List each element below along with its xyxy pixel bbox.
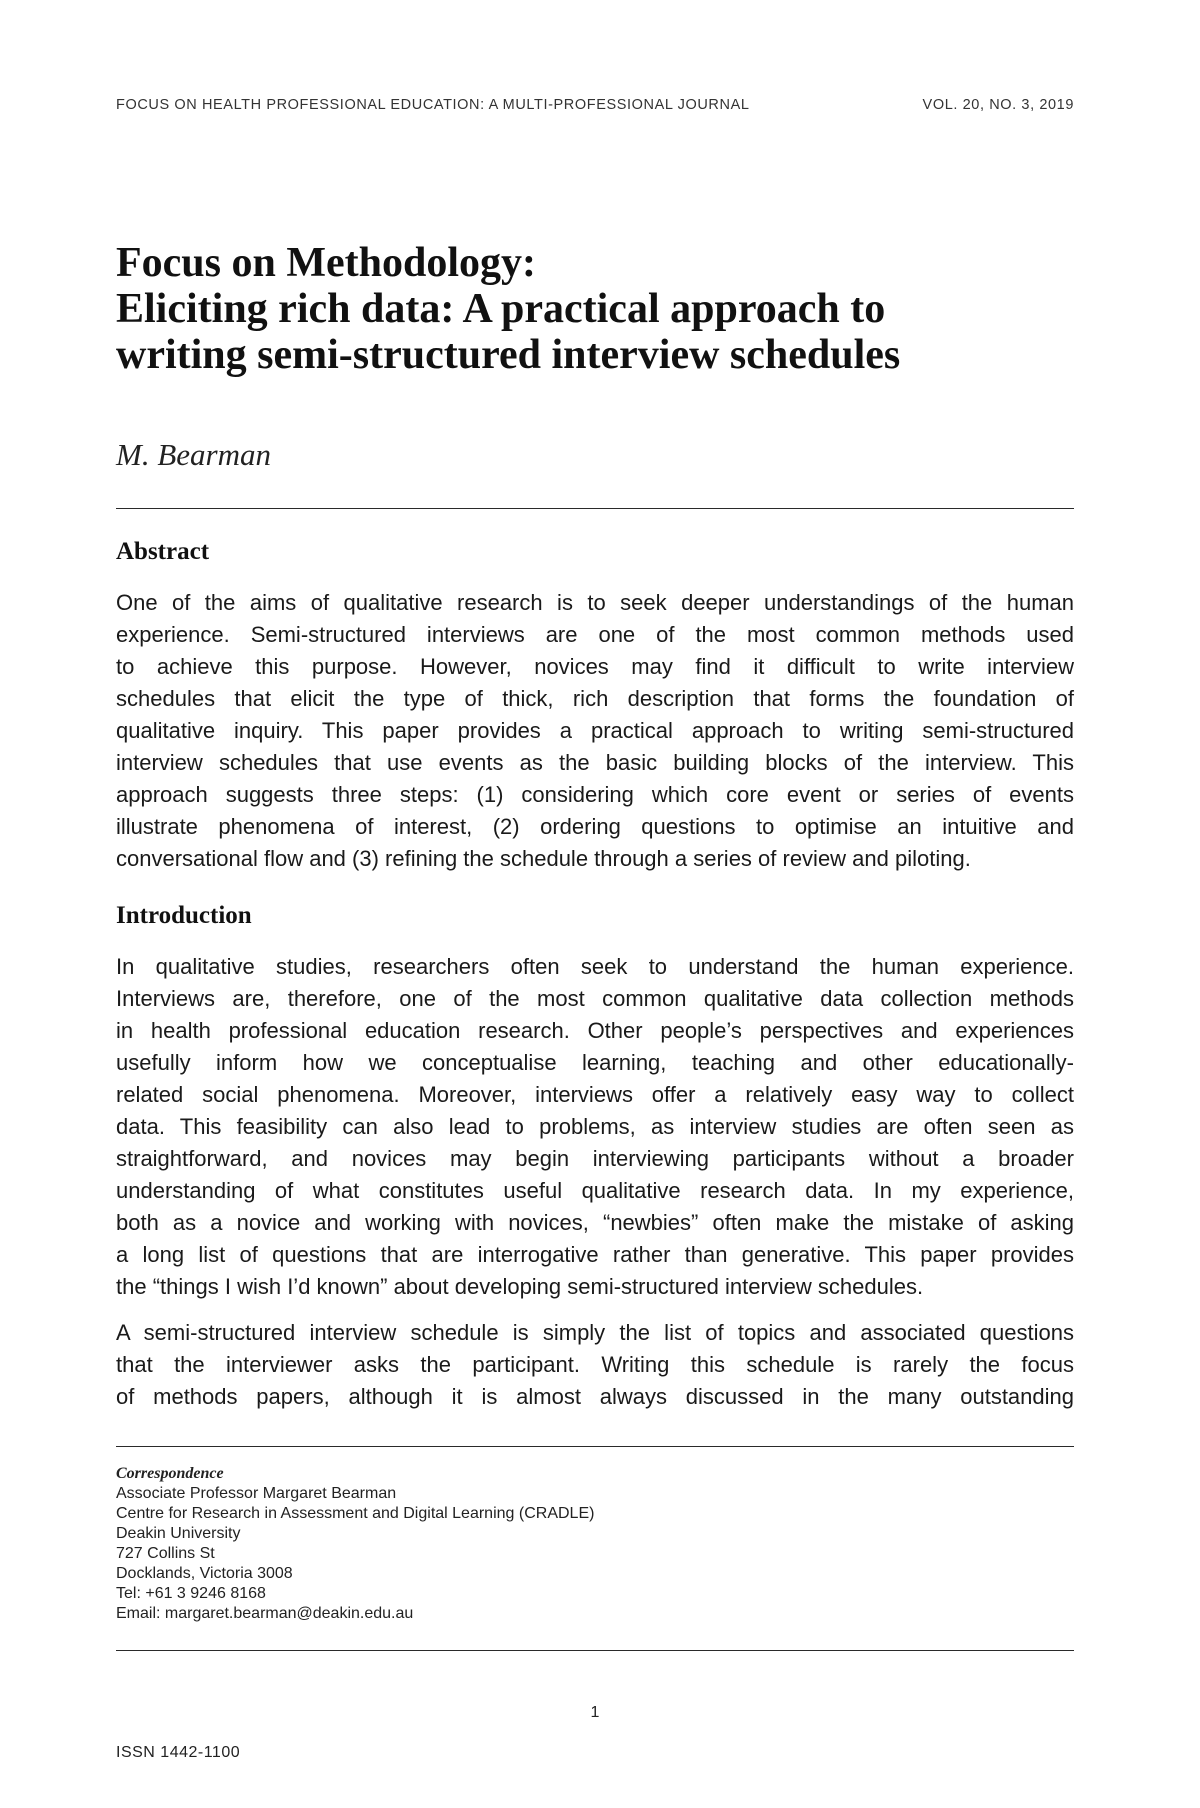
correspondence-name: Associate Professor Margaret Bearman (116, 1485, 397, 1502)
intro-line: a long list of questions that are interrogative rather than generative. This paper provides (116, 1242, 1074, 1267)
divider-top (116, 508, 1074, 509)
abstract-line: illustrate phenomena of interest, (2) ordering questions to optimise an intuitive and (116, 814, 1074, 839)
intro-line: A semi-structured interview schedule is simply the list of topics and associated questions (116, 1320, 1074, 1345)
correspondence-title: Correspondence (116, 1465, 224, 1482)
introduction-paragraph-1 (116, 951, 1074, 1303)
divider-correspondence-bottom (116, 1650, 1074, 1651)
abstract-line: experience. Semi-structured interviews are one of the most common methods used (116, 622, 1074, 647)
title-line-1: Focus on Methodology: (116, 240, 536, 286)
intro-line: data. This feasibility can also lead to problems, as interview studies are often seen as (116, 1114, 1074, 1139)
intro-line: that the interviewer asks the participant. Writing this schedule is rarely the focus (116, 1352, 1074, 1377)
abstract-heading: Abstract (116, 538, 210, 565)
abstract-line: qualitative inquiry. This paper provides a practical approach to writing semi-structured (116, 718, 1074, 743)
intro-line: related social phenomena. Moreover, interviews offer a relatively easy way to collect (116, 1082, 1074, 1107)
abstract-line: conversational flow and (3) refining the schedule through a series of review and piloting. (116, 846, 971, 871)
intro-line: in health professional education research. Other people’s perspectives and experiences (116, 1018, 1074, 1043)
page-number: 1 (590, 1704, 600, 1721)
introduction-heading: Introduction (116, 902, 252, 929)
correspondence-centre: Centre for Research in Assessment and Digital Learning (CRADLE) (116, 1505, 595, 1522)
intro-line: Interviews are, therefore, one of the most common qualitative data collection methods (116, 986, 1074, 1011)
abstract-line: approach suggests three steps: (1) considering which core event or series of events (116, 782, 1074, 807)
abstract-line: to achieve this purpose. However, novices may find it difficult to write interview (116, 654, 1074, 679)
journal-name: FOCUS ON HEALTH PROFESSIONAL EDUCATION: A MULTI-PROFESSIONAL JOURNAL (116, 97, 750, 113)
divider-correspondence-top (116, 1446, 1074, 1447)
title-line-2: Eliciting rich data: A practical approach to (116, 286, 886, 332)
intro-line: both as a novice and working with novices, “newbies” often make the mistake of asking (116, 1210, 1074, 1235)
abstract-line: interview schedules that use events as the basic building blocks of the interview. This (116, 750, 1074, 775)
abstract-line: schedules that elicit the type of thick, rich description that forms the foundation of (116, 686, 1074, 711)
correspondence-university: Deakin University (116, 1525, 241, 1542)
intro-line: understanding of what constitutes useful qualitative research data. In my experience, (116, 1178, 1074, 1203)
abstract-line: One of the aims of qualitative research is to seek deeper understandings of the human (116, 590, 1074, 615)
journal-page (116, 0, 1074, 1808)
title-line-3: writing semi-structured interview schedules (116, 332, 901, 378)
correspondence-tel: Tel: +61 3 9246 8168 (116, 1585, 266, 1602)
abstract-body (116, 587, 1074, 875)
correspondence-street: 727 Collins St (116, 1545, 215, 1562)
intro-line: of methods papers, although it is almost always discussed in the many outstanding (116, 1384, 1074, 1409)
intro-line: straightforward, and novices may begin interviewing participants without a broader (116, 1146, 1074, 1171)
correspondence-block (116, 1464, 594, 1624)
correspondence-email[interactable]: Email: margaret.bearman@deakin.edu.au (116, 1605, 414, 1622)
introduction-paragraph-2 (116, 1317, 1074, 1413)
intro-line: the “things I wish I’d known” about developing semi-structured interview schedules. (116, 1274, 924, 1299)
intro-line: usefully inform how we conceptualise learning, teaching and other educationally- (116, 1050, 1074, 1075)
volume-issue: VOL. 20, NO. 3, 2019 (922, 97, 1074, 113)
article-title (116, 240, 1074, 378)
author-name: M. Bearman (116, 437, 271, 472)
issn: ISSN 1442-1100 (116, 1744, 241, 1761)
intro-line: In qualitative studies, researchers often seek to understand the human experience. (116, 954, 1074, 979)
correspondence-city: Docklands, Victoria 3008 (116, 1565, 293, 1582)
running-head (116, 97, 1074, 113)
